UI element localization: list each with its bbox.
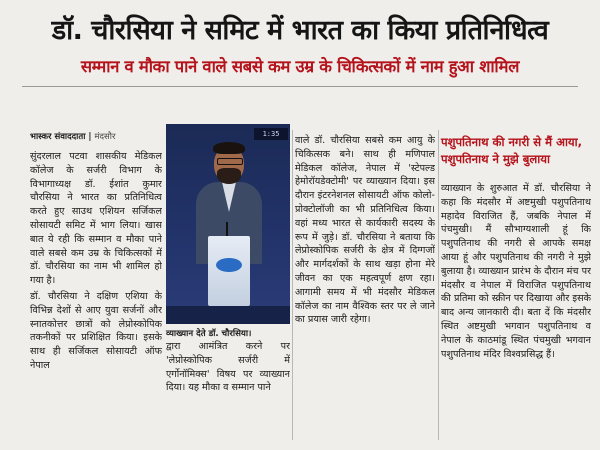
- speaker-hair: [213, 142, 245, 154]
- podium-logo-icon: [216, 258, 242, 272]
- speaker-photo: [166, 124, 290, 324]
- speaker-glasses: [217, 158, 243, 165]
- byline-city: मंदसौर: [94, 132, 116, 142]
- article-column-3: [295, 134, 435, 440]
- header-divider: [22, 86, 578, 87]
- stage-screen: 1:35: [254, 128, 288, 140]
- column-1-paragraph-1: सुंदरलाल पटवा शासकीय मेडिकल कॉलेज के सर्जरी विभाग के विभागाध्यक्ष डॉ. ईशांत कुमार चौरसिया ने भारत का प्रतिनिधित्व करते हुए साउथ एशियन सर्जिकल सोसायटी समिट में भाग लिया। खास बात ये रही कि सम्मान व मौका पाने वाले सबसे कम उम्र के चिकित्सकों में डॉ. चौरसिया का नाम भी शामिल हो गया है।: [30, 151, 162, 287]
- article-column-2: [166, 340, 290, 440]
- stage-floor: [166, 306, 290, 324]
- photo-caption: व्याख्यान देते डॉ. चौरसिया।: [166, 329, 252, 339]
- subheadline: सम्मान व मौका पाने वाले सबसे कम उम्र के चिकित्सकों में नाम हुआ शामिल: [80, 57, 520, 76]
- article-column-4: [441, 182, 591, 440]
- column-3-text: वाले डॉ. चौरसिया सबसे कम आयु के चिकित्सक बने। साथ ही मणिपाल मेडिकल कॉलेज, नेपाल में 'स्टेपल्ड हेमोरॉयडेक्टोमी' पर व्याख्यान दिया। इस दौरान इंटरनेशनल सोसायटी ऑफ कोलो-प्रोक्टोलॉजी का भी प्रतिनिधित्व किया। वहां मध्य भारत से कार्यकारी सदस्य के रूप में जुड़े। डॉ. चौरसिया ने बताया कि लेप्रोस्कोपिक सर्जरी के क्षेत्र में दिग्गजों और मार्गदर्शकों के साथ खड़ा होना मेरे जीवन का एक महत्वपूर्ण क्षण रहा। आगामी समय में भी मंदसौर मेडिकल कॉलेज का नाम वैश्विक स्तर पर ले जाने का प्रयास जारी रहेगा।: [295, 135, 435, 326]
- column-2-text: द्वारा आमंत्रित करने पर 'लेप्रोस्कोपिक सर्जरी में एर्गोनॉमिक्स' विषय पर व्याख्यान दिया। यह मौका व सम्मान पाने: [166, 341, 290, 394]
- column-divider: [292, 130, 293, 440]
- column-4-text: व्याख्यान के शुरुआत में डॉ. चौरसिया ने कहा कि मंदसौर में अष्टमुखी पशुपतिनाथ महादेव विराजित हैं, जबकि नेपाल में पंचमुखी। मैं सौभाग्यशाली हूं कि पशुपतिनाथ की नगरी से आपके समक्ष आया हूं और पशुपतिनाथ की नगरी ने मुझे बुलाया है। व्याख्यान प्रारंभ के दौरान मंच पर मंदसौर व नेपाल में विराजित पशुपतिनाथ की प्रतिमा को स्क्रीन पर दिखाया और इसके बाद अन्य जानकारी दी। बता दें कि मंदसौर स्थित अष्टमुखी भगवान पशुपतिनाथ व नेपाल के काठमांडू स्थित पंचमुखी भगवान पशुपतिनाथ मंदिर विश्वप्रसिद्ध हैं।: [441, 183, 591, 360]
- byline-reporter: भास्कर संवाददाता: [30, 132, 86, 142]
- article-column-1: [30, 150, 162, 440]
- headline: डॉ. चौरसिया ने समिट में भारत का किया प्रतिनिधित्व: [51, 15, 549, 46]
- speaker-beard: [217, 168, 241, 184]
- column-1-paragraph-2: डॉ. चौरसिया ने दक्षिण एशिया के विभिन्न देशों से आए युवा सर्जनों और स्नातकोत्तर छात्रों को लेप्रोस्कोपिक तकनीकों पर प्रशिक्षित किया। इसके साथ ही सर्जिकल सोसायटी ऑफ नेपाल: [30, 290, 162, 371]
- column-divider: [438, 130, 439, 440]
- sidebar-heading: पशुपतिनाथ की नगरी से मैं आया, पशुपतिनाथ ने मुझे बुलाया: [441, 135, 583, 166]
- byline: भास्कर संवाददाता | मंदसौर: [30, 132, 116, 142]
